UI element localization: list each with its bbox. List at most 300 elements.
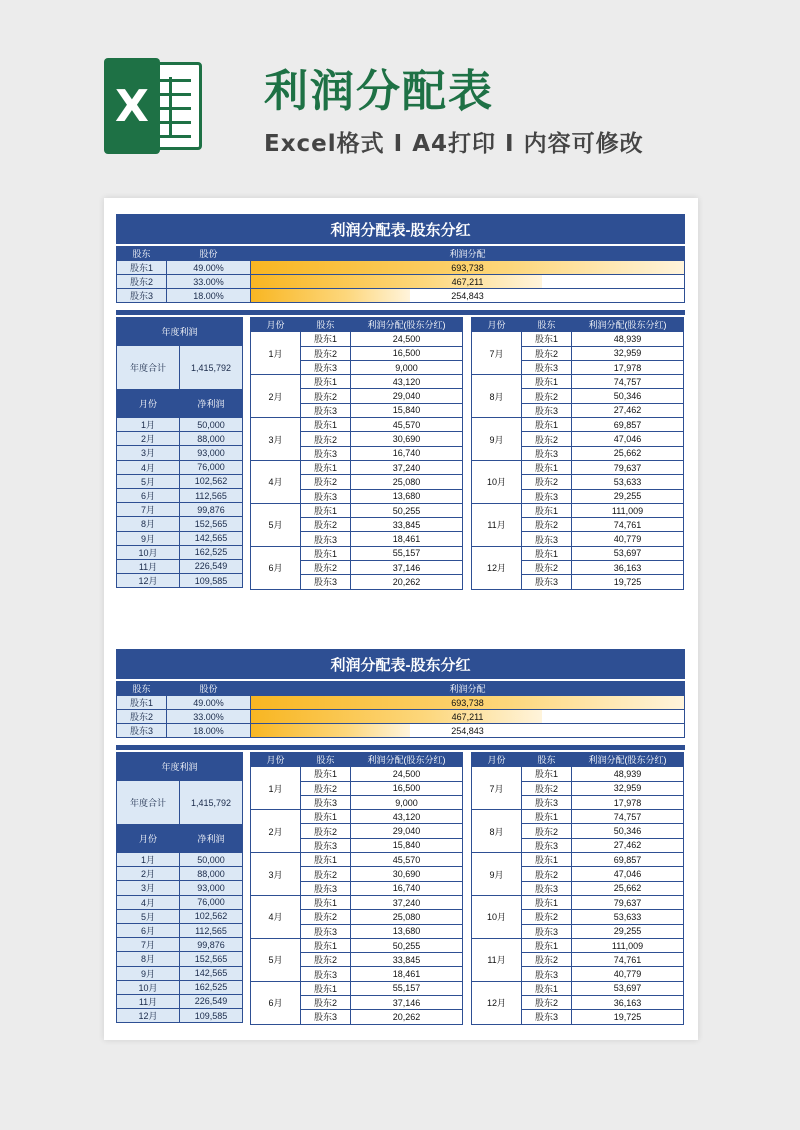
section-divider <box>116 745 685 750</box>
detail-holder-cell: 股东3 <box>301 446 351 460</box>
detail-row <box>251 853 463 867</box>
logo-letter: X <box>104 58 160 154</box>
detail-dividend-cell: 29,040 <box>351 824 463 838</box>
profit-detail-area <box>116 752 685 1024</box>
detail-holder-cell: 股东1 <box>522 895 572 909</box>
detail-row <box>472 332 684 346</box>
month-cell: 9月 <box>117 531 180 545</box>
month-cell: 5月 <box>117 474 180 488</box>
detail-holder-cell: 股东2 <box>301 824 351 838</box>
document-page <box>104 198 698 1040</box>
detail-dividend-cell: 20,262 <box>351 575 463 589</box>
detail-dividend-cell: 48,939 <box>572 332 684 346</box>
distribution-bar <box>251 289 410 302</box>
net-profit-cell: 226,549 <box>180 559 243 573</box>
detail-dividend-cell: 50,346 <box>572 824 684 838</box>
detail-dividend-cell: 47,046 <box>572 867 684 881</box>
detail-month-header: 月份 <box>251 318 301 332</box>
detail-dividend-cell: 19,725 <box>572 1010 684 1024</box>
detail-dividend-cell: 16,740 <box>351 881 463 895</box>
monthly-dividend-table-h2 <box>471 752 684 1025</box>
detail-holder-cell: 股东3 <box>301 881 351 895</box>
detail-dividend-cell: 27,462 <box>572 838 684 852</box>
month-cell: 7月 <box>117 503 180 517</box>
detail-month-cell: 2月 <box>251 810 301 853</box>
net-profit-row <box>117 1009 243 1023</box>
shareholder-name: 股东3 <box>117 724 167 738</box>
detail-month-cell: 8月 <box>472 375 522 418</box>
detail-holder-cell: 股东1 <box>522 767 572 781</box>
net-profit-row <box>117 966 243 980</box>
detail-header-row <box>472 318 684 332</box>
detail-holder-cell: 股东1 <box>301 503 351 517</box>
net-profit-row <box>117 545 243 559</box>
net-profit-cell: 76,000 <box>180 895 243 909</box>
detail-dividend-cell: 15,840 <box>351 403 463 417</box>
detail-dividend-cell: 9,000 <box>351 795 463 809</box>
detail-dividend-cell: 45,570 <box>351 418 463 432</box>
month-header: 月份 <box>117 390 180 418</box>
detail-dividend-cell: 74,761 <box>572 953 684 967</box>
detail-holder-cell: 股东3 <box>522 1010 572 1024</box>
shareholder-table <box>116 681 685 738</box>
month-cell: 12月 <box>117 1009 180 1023</box>
month-cell: 4月 <box>117 460 180 474</box>
detail-row <box>472 938 684 952</box>
detail-row <box>251 938 463 952</box>
detail-holder-cell: 股东2 <box>522 953 572 967</box>
net-profit-cell: 109,585 <box>180 1009 243 1023</box>
detail-holder-cell: 股东2 <box>522 781 572 795</box>
detail-holder-cell: 股东2 <box>301 518 351 532</box>
shareholder-name: 股东2 <box>117 710 167 724</box>
page-subtitle: Excel格式 Ⅰ A4打印 Ⅰ 内容可修改 <box>264 131 644 157</box>
detail-dividend-cell: 17,978 <box>572 795 684 809</box>
sheet-title-banner: 利润分配表-股东分红 <box>116 214 685 244</box>
detail-dividend-cell: 111,009 <box>572 503 684 517</box>
shareholder-name: 股东3 <box>117 289 167 303</box>
detail-row <box>472 503 684 517</box>
net-profit-row <box>117 517 243 531</box>
net-profit-cell: 50,000 <box>180 853 243 867</box>
detail-holder-cell: 股东1 <box>301 938 351 952</box>
net-profit-row <box>117 994 243 1008</box>
detail-dividend-cell: 20,262 <box>351 1010 463 1024</box>
net-profit-cell: 162,525 <box>180 545 243 559</box>
detail-holder-cell: 股东1 <box>301 546 351 560</box>
detail-header-row <box>472 753 684 767</box>
distribution-amount: 693,738 <box>451 262 484 273</box>
detail-row <box>472 810 684 824</box>
detail-dividend-cell: 50,346 <box>572 389 684 403</box>
detail-holder-cell: 股东1 <box>301 767 351 781</box>
detail-row <box>251 418 463 432</box>
detail-month-cell: 5月 <box>251 938 301 981</box>
detail-dividend-cell: 36,163 <box>572 561 684 575</box>
detail-holder-cell: 股东1 <box>522 418 572 432</box>
monthly-dividend-table-h2 <box>471 317 684 590</box>
distribution-amount: 693,738 <box>451 697 484 708</box>
net-profit-row <box>117 446 243 460</box>
detail-dividend-cell: 25,662 <box>572 881 684 895</box>
detail-holder-cell: 股东1 <box>301 981 351 995</box>
detail-row <box>251 767 463 781</box>
net-profit-cell: 112,565 <box>180 488 243 502</box>
net-profit-cell: 99,876 <box>180 503 243 517</box>
detail-dividend-cell: 25,662 <box>572 446 684 460</box>
detail-holder-cell: 股东2 <box>301 561 351 575</box>
net-profit-cell: 102,562 <box>180 474 243 488</box>
net-profit-cell: 102,562 <box>180 909 243 923</box>
detail-holder-cell: 股东2 <box>522 996 572 1010</box>
detail-dividend-cell: 29,255 <box>572 489 684 503</box>
detail-holder-cell: 股东3 <box>522 446 572 460</box>
header-distribution: 利润分配 <box>251 247 685 261</box>
detail-holder-cell: 股东1 <box>522 503 572 517</box>
detail-holder-cell: 股东1 <box>522 546 572 560</box>
detail-row <box>472 546 684 560</box>
detail-dividend-cell: 13,680 <box>351 489 463 503</box>
net-profit-row <box>117 909 243 923</box>
detail-month-cell: 2月 <box>251 375 301 418</box>
detail-dividend-cell: 37,146 <box>351 561 463 575</box>
month-cell: 8月 <box>117 517 180 531</box>
net-profit-row <box>117 923 243 937</box>
net-profit-row <box>117 488 243 502</box>
detail-dividend-cell: 17,978 <box>572 360 684 374</box>
detail-row <box>251 895 463 909</box>
profit-detail-area <box>116 317 685 589</box>
detail-holder-cell: 股东1 <box>522 375 572 389</box>
detail-holder-cell: 股东2 <box>522 518 572 532</box>
month-cell: 4月 <box>117 895 180 909</box>
detail-holder-cell: 股东2 <box>301 910 351 924</box>
annual-total-value: 1,415,792 <box>180 346 243 390</box>
header-holder: 股东 <box>117 682 167 696</box>
detail-month-cell: 12月 <box>472 546 522 589</box>
detail-row <box>472 895 684 909</box>
detail-holder-cell: 股东1 <box>301 895 351 909</box>
detail-holder-cell: 股东3 <box>301 360 351 374</box>
detail-holder-cell: 股东2 <box>301 346 351 360</box>
net-profit-cell: 93,000 <box>180 881 243 895</box>
net-profit-row <box>117 531 243 545</box>
detail-row <box>472 460 684 474</box>
detail-holder-cell: 股东2 <box>522 475 572 489</box>
month-cell: 11月 <box>117 559 180 573</box>
detail-dividend-cell: 15,840 <box>351 838 463 852</box>
annual-total-label: 年度合计 <box>117 781 180 825</box>
net-profit-cell: 99,876 <box>180 938 243 952</box>
detail-dividend-cell: 43,120 <box>351 375 463 389</box>
detail-month-header: 月份 <box>251 753 301 767</box>
detail-dividend-cell: 48,939 <box>572 767 684 781</box>
section-divider <box>116 310 685 315</box>
detail-row <box>251 546 463 560</box>
net-profit-cell: 162,525 <box>180 980 243 994</box>
detail-dividend-cell: 79,637 <box>572 460 684 474</box>
detail-dividend-cell: 40,779 <box>572 532 684 546</box>
detail-dividend-cell: 16,500 <box>351 346 463 360</box>
net-profit-cell: 112,565 <box>180 923 243 937</box>
shareholder-share: 49.00% <box>167 696 251 710</box>
net-profit-row <box>117 559 243 573</box>
distribution-cell <box>251 696 685 710</box>
annual-profit-label: 年度利润 <box>117 318 243 346</box>
detail-dividend-cell: 33,845 <box>351 518 463 532</box>
detail-holder-header: 股东 <box>301 318 351 332</box>
month-cell: 6月 <box>117 923 180 937</box>
shareholder-share: 33.00% <box>167 710 251 724</box>
sheet-title-banner: 利润分配表-股东分红 <box>116 649 685 679</box>
net-profit-cell: 88,000 <box>180 867 243 881</box>
detail-month-cell: 12月 <box>472 981 522 1024</box>
detail-holder-cell: 股东3 <box>522 838 572 852</box>
detail-holder-cell: 股东2 <box>301 996 351 1010</box>
detail-month-cell: 3月 <box>251 418 301 461</box>
detail-row <box>472 981 684 995</box>
detail-holder-cell: 股东1 <box>301 375 351 389</box>
detail-month-cell: 9月 <box>472 418 522 461</box>
month-cell: 9月 <box>117 966 180 980</box>
detail-holder-cell: 股东3 <box>301 795 351 809</box>
shareholder-row <box>117 724 685 738</box>
net-profit-row <box>117 938 243 952</box>
detail-row <box>472 418 684 432</box>
net-profit-cell: 142,565 <box>180 966 243 980</box>
shareholder-share: 18.00% <box>167 724 251 738</box>
detail-holder-cell: 股东2 <box>522 346 572 360</box>
net-profit-row <box>117 980 243 994</box>
detail-dividend-cell: 16,500 <box>351 781 463 795</box>
detail-holder-cell: 股东1 <box>301 853 351 867</box>
detail-dividend-cell: 69,857 <box>572 418 684 432</box>
detail-dividend-header: 利润分配(股东分红) <box>572 318 684 332</box>
shareholder-row <box>117 275 685 289</box>
detail-month-cell: 5月 <box>251 503 301 546</box>
detail-holder-cell: 股东2 <box>522 432 572 446</box>
detail-header-row <box>251 753 463 767</box>
detail-month-cell: 4月 <box>251 895 301 938</box>
detail-month-cell: 8月 <box>472 810 522 853</box>
detail-dividend-cell: 25,080 <box>351 910 463 924</box>
detail-holder-cell: 股东1 <box>301 810 351 824</box>
sheet-section-1 <box>116 214 685 589</box>
detail-dividend-header: 利润分配(股东分红) <box>351 318 463 332</box>
detail-row <box>251 503 463 517</box>
detail-dividend-cell: 53,697 <box>572 546 684 560</box>
detail-row <box>472 375 684 389</box>
month-cell: 7月 <box>117 938 180 952</box>
net-profit-cell: 93,000 <box>180 446 243 460</box>
detail-month-cell: 10月 <box>472 460 522 503</box>
net-profit-row <box>117 895 243 909</box>
detail-dividend-cell: 45,570 <box>351 853 463 867</box>
monthly-dividend-table-h1 <box>250 317 463 590</box>
month-cell: 1月 <box>117 853 180 867</box>
detail-month-cell: 10月 <box>472 895 522 938</box>
detail-dividend-cell: 40,779 <box>572 967 684 981</box>
distribution-amount: 467,211 <box>451 711 484 722</box>
distribution-bar <box>251 275 542 288</box>
header-share: 股份 <box>167 682 251 696</box>
distribution-amount: 467,211 <box>451 276 484 287</box>
detail-dividend-cell: 50,255 <box>351 938 463 952</box>
annual-total-label: 年度合计 <box>117 346 180 390</box>
detail-holder-cell: 股东2 <box>522 824 572 838</box>
month-cell: 2月 <box>117 867 180 881</box>
shareholder-share: 18.00% <box>167 289 251 303</box>
detail-dividend-cell: 18,461 <box>351 532 463 546</box>
detail-dividend-cell: 37,146 <box>351 996 463 1010</box>
detail-holder-cell: 股东3 <box>522 403 572 417</box>
detail-row <box>472 767 684 781</box>
month-cell: 6月 <box>117 488 180 502</box>
shareholder-table <box>116 246 685 303</box>
header-holder: 股东 <box>117 247 167 261</box>
month-cell: 3月 <box>117 881 180 895</box>
detail-dividend-cell: 37,240 <box>351 895 463 909</box>
month-cell: 10月 <box>117 980 180 994</box>
detail-holder-cell: 股东1 <box>301 460 351 474</box>
net-profit-row <box>117 574 243 588</box>
detail-dividend-cell: 47,046 <box>572 432 684 446</box>
detail-dividend-cell: 30,690 <box>351 867 463 881</box>
distribution-bar <box>251 710 542 723</box>
net-profit-header: 净利润 <box>180 825 243 853</box>
detail-month-cell: 1月 <box>251 767 301 810</box>
detail-dividend-cell: 32,959 <box>572 781 684 795</box>
detail-month-cell: 11月 <box>472 503 522 546</box>
detail-holder-cell: 股东2 <box>522 867 572 881</box>
detail-dividend-cell: 69,857 <box>572 853 684 867</box>
month-cell: 3月 <box>117 446 180 460</box>
net-profit-cell: 109,585 <box>180 574 243 588</box>
annual-profit-table <box>116 317 243 588</box>
detail-dividend-header: 利润分配(股东分红) <box>572 753 684 767</box>
detail-holder-header: 股东 <box>522 318 572 332</box>
net-profit-cell: 226,549 <box>180 994 243 1008</box>
detail-holder-header: 股东 <box>301 753 351 767</box>
detail-month-cell: 11月 <box>472 938 522 981</box>
detail-holder-cell: 股东1 <box>301 332 351 346</box>
detail-holder-cell: 股东2 <box>301 475 351 489</box>
net-profit-row <box>117 867 243 881</box>
detail-dividend-cell: 13,680 <box>351 924 463 938</box>
shareholder-name: 股东2 <box>117 275 167 289</box>
detail-dividend-cell: 37,240 <box>351 460 463 474</box>
detail-dividend-cell: 24,500 <box>351 767 463 781</box>
detail-row <box>251 375 463 389</box>
detail-month-header: 月份 <box>472 753 522 767</box>
detail-dividend-cell: 50,255 <box>351 503 463 517</box>
shareholder-row <box>117 261 685 275</box>
distribution-bar <box>251 724 410 737</box>
detail-dividend-cell: 74,757 <box>572 375 684 389</box>
month-cell: 11月 <box>117 994 180 1008</box>
detail-dividend-header: 利润分配(股东分红) <box>351 753 463 767</box>
annual-total-value: 1,415,792 <box>180 781 243 825</box>
page-title: 利润分配表 <box>264 66 494 117</box>
detail-month-header: 月份 <box>472 318 522 332</box>
shareholder-name: 股东1 <box>117 696 167 710</box>
detail-month-cell: 9月 <box>472 853 522 896</box>
detail-dividend-cell: 29,040 <box>351 389 463 403</box>
detail-holder-cell: 股东3 <box>522 360 572 374</box>
detail-dividend-cell: 53,633 <box>572 475 684 489</box>
shareholder-row <box>117 710 685 724</box>
detail-holder-cell: 股东1 <box>301 418 351 432</box>
detail-holder-cell: 股东2 <box>522 910 572 924</box>
detail-dividend-cell: 55,157 <box>351 546 463 560</box>
detail-header-row <box>251 318 463 332</box>
header-share: 股份 <box>167 247 251 261</box>
detail-holder-cell: 股东3 <box>301 924 351 938</box>
annual-profit-table <box>116 752 243 1023</box>
shareholder-name: 股东1 <box>117 261 167 275</box>
net-profit-cell: 152,565 <box>180 952 243 966</box>
net-profit-cell: 50,000 <box>180 418 243 432</box>
detail-holder-cell: 股东1 <box>522 332 572 346</box>
distribution-amount: 254,843 <box>451 290 484 301</box>
header-distribution: 利润分配 <box>251 682 685 696</box>
detail-holder-cell: 股东2 <box>522 389 572 403</box>
detail-dividend-cell: 79,637 <box>572 895 684 909</box>
distribution-cell <box>251 710 685 724</box>
detail-dividend-cell: 36,163 <box>572 996 684 1010</box>
detail-dividend-cell: 29,255 <box>572 924 684 938</box>
detail-month-cell: 6月 <box>251 546 301 589</box>
distribution-cell <box>251 289 685 303</box>
detail-month-cell: 7月 <box>472 332 522 375</box>
detail-dividend-cell: 27,462 <box>572 403 684 417</box>
detail-dividend-cell: 9,000 <box>351 360 463 374</box>
detail-dividend-cell: 53,697 <box>572 981 684 995</box>
net-profit-header: 净利润 <box>180 390 243 418</box>
net-profit-row <box>117 460 243 474</box>
net-profit-cell: 76,000 <box>180 460 243 474</box>
detail-dividend-cell: 55,157 <box>351 981 463 995</box>
detail-dividend-cell: 30,690 <box>351 432 463 446</box>
net-profit-row <box>117 952 243 966</box>
detail-holder-cell: 股东3 <box>301 838 351 852</box>
detail-dividend-cell: 74,761 <box>572 518 684 532</box>
detail-dividend-cell: 53,633 <box>572 910 684 924</box>
monthly-dividend-table-h1 <box>250 752 463 1025</box>
detail-holder-cell: 股东1 <box>522 810 572 824</box>
detail-holder-cell: 股东1 <box>522 853 572 867</box>
month-cell: 2月 <box>117 432 180 446</box>
net-profit-cell: 142,565 <box>180 531 243 545</box>
distribution-cell <box>251 261 685 275</box>
month-header: 月份 <box>117 825 180 853</box>
detail-holder-cell: 股东3 <box>522 575 572 589</box>
detail-holder-cell: 股东3 <box>301 1010 351 1024</box>
net-profit-row <box>117 474 243 488</box>
detail-month-cell: 7月 <box>472 767 522 810</box>
detail-row <box>251 460 463 474</box>
detail-dividend-cell: 25,080 <box>351 475 463 489</box>
detail-holder-cell: 股东3 <box>522 924 572 938</box>
detail-holder-cell: 股东3 <box>522 489 572 503</box>
detail-month-cell: 4月 <box>251 460 301 503</box>
net-profit-cell: 88,000 <box>180 432 243 446</box>
distribution-amount: 254,843 <box>451 725 484 736</box>
detail-dividend-cell: 18,461 <box>351 967 463 981</box>
detail-holder-cell: 股东3 <box>301 967 351 981</box>
detail-holder-cell: 股东3 <box>522 795 572 809</box>
month-cell: 8月 <box>117 952 180 966</box>
